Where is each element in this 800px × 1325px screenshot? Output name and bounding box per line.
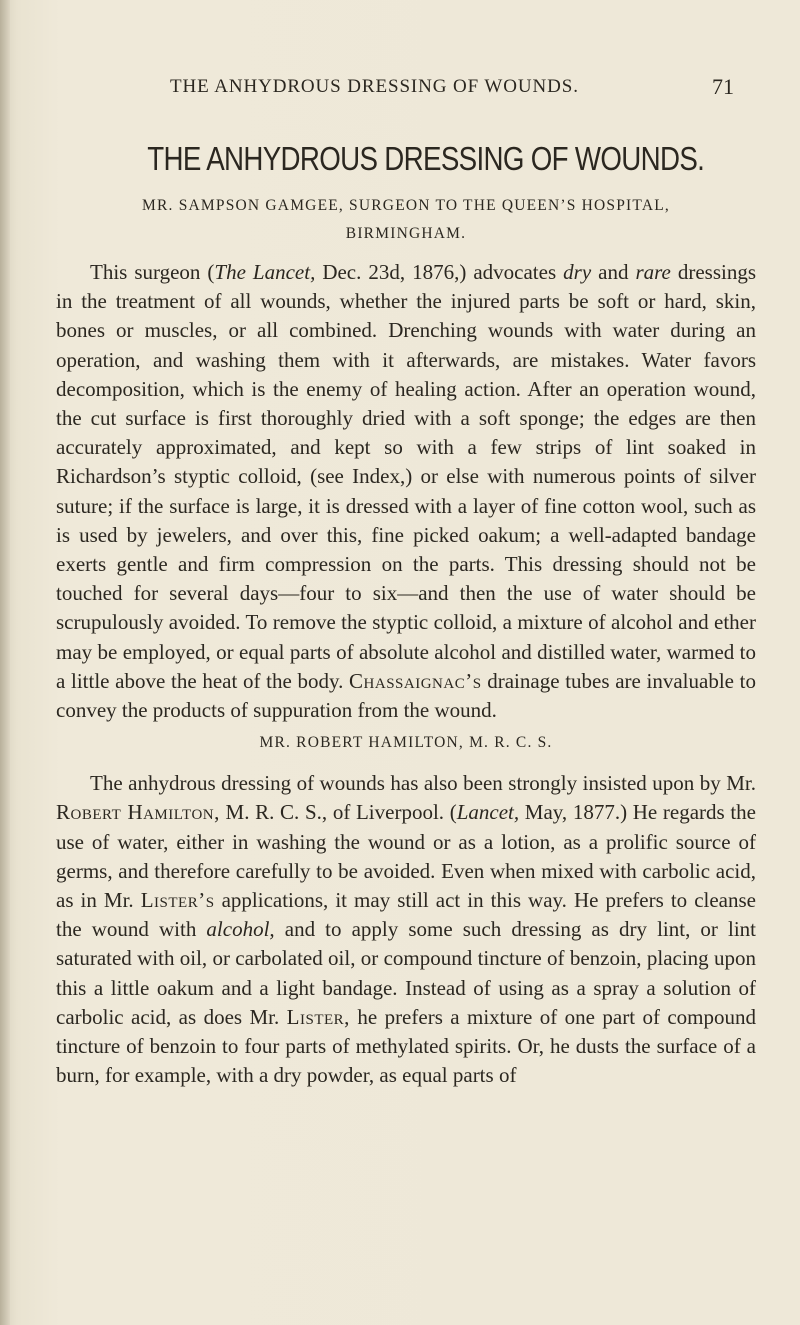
text-run: dressings in the treatment of all wounds, whether the injured parts be soft or hard, skin, bones or muscles, or all combined. Drenching wounds with water during an operation, and washing them with it afterwards, are mistakes. Water favors decomposition, which is the enemy of healing action. After an operation wound, the cut surface is first thoroughly dried with a soft sponge; the edges are then accurately approximated, and kept so with a few strips of lint soaked in Richardson’s styptic colloid, (see Index,) or else with numerous points of silver suture; if the surface is large, it is dressed with a layer of fine cotton wool, such as is used by jewelers, and over this, fine picked oakum; a well-adapted bandage exerts gentle and firm compression on the parts. This dressing should not be touched for several days—four to six—and then the use of water should be scrupulously avoided. To remove the styptic colloid, a mixture of alcohol and ether may be employed, or equal parts of absolute alcohol and distilled water, warmed to a little above the heat of the body. bbox=[56, 260, 757, 693]
name-small-caps: Lister’s bbox=[140, 888, 215, 913]
text-run: This surgeon ( bbox=[90, 260, 215, 284]
section-heading-hamilton: MR. ROBERT HAMILTON, M. R. C. S. bbox=[259, 734, 553, 752]
paragraph-hamilton bbox=[56, 769, 756, 1090]
journal-title-italic: The Lancet, bbox=[214, 260, 316, 284]
chapter-title: THE ANHYDROUS DRESSING OF WOUNDS. bbox=[147, 140, 705, 177]
text-run: applications, it may still act in this way. He prefers to cleanse the wound with bbox=[56, 888, 756, 942]
running-head bbox=[0, 76, 800, 106]
text-run: and to apply some such dressing as dry lint, or lint saturated with oil, or carbolated oil, or compound tincture of benzoin, placing upon this a little oakum and a light bandage. Instead of using as a spray a solution of carbolic acid, as does Mr. bbox=[56, 917, 756, 1029]
page-body bbox=[56, 140, 756, 1090]
text-run: M. R. C. S., of Liverpool. ( bbox=[219, 800, 457, 825]
section-heading-gamgee-line1: MR. SAMPSON GAMGEE, SURGEON TO THE QUEEN’S HOSPITAL, bbox=[142, 197, 670, 214]
section-heading-gamgee-line2: BIRMINGHAM. bbox=[345, 225, 467, 242]
name-small-caps: Lister, bbox=[286, 1004, 350, 1029]
emphasis-italic: alcohol, bbox=[206, 917, 275, 942]
emphasis-italic: rare bbox=[635, 260, 671, 284]
name-small-caps: Robert Hamilton, bbox=[56, 800, 220, 825]
text-run: drainage tubes are invaluable to convey the products of suppuration from the wound. bbox=[56, 668, 756, 723]
text-run: The anhydrous dressing of wounds has also been strongly insisted upon by Mr. bbox=[90, 771, 756, 796]
section-heading-gamgee bbox=[56, 192, 756, 248]
journal-title-italic: Lancet, bbox=[456, 800, 520, 825]
running-head-title: THE ANHYDROUS DRESSING OF WOUNDS. bbox=[170, 76, 579, 97]
text-run: May, 1877.) He regards the use of water, either in washing the wound or as a lotion, as a prolific source of germs, and therefore carefully to be avoided. Even when mixed with carbolic acid, as in Mr. bbox=[56, 800, 756, 913]
page-number: 71 bbox=[712, 74, 734, 99]
text-run: he prefers a mixture of one part of compound tincture of benzoin to four parts of methylated spirits. Or, he dusts the surface of a burn, for example, with a dry powder, as equal parts of bbox=[56, 1004, 757, 1088]
emphasis-italic: dry bbox=[563, 260, 592, 284]
text-run: Dec. 23d, 1876,) advocates bbox=[315, 260, 564, 284]
name-small-caps: Chassaignac’s bbox=[349, 668, 482, 693]
paragraph-gamgee bbox=[56, 258, 756, 725]
text-run: and bbox=[591, 260, 636, 284]
page-gutter-shadow bbox=[0, 0, 10, 1325]
